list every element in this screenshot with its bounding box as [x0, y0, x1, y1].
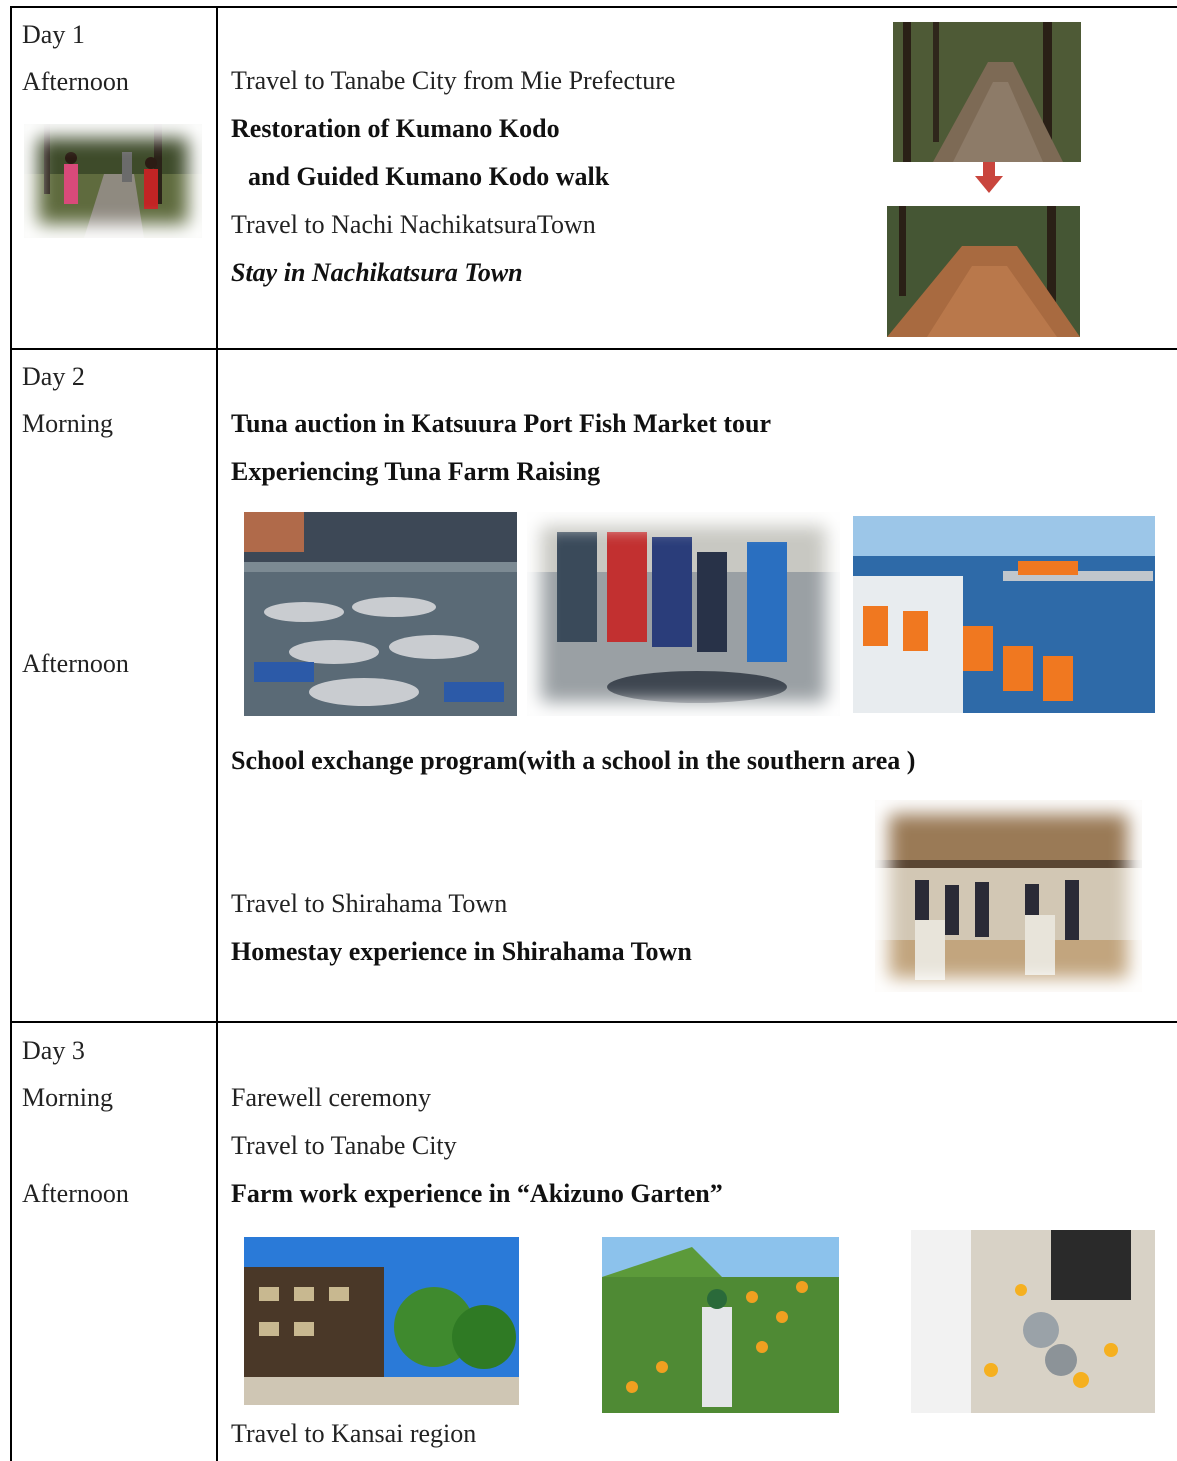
row-divider-1 [10, 348, 1177, 350]
akizuno-garten-building-photo [244, 1237, 519, 1405]
day-1-line-3: and Guided Kumano Kodo walk [248, 162, 610, 191]
day-1-line-5: Stay in Nachikatsura Town [231, 258, 523, 287]
orange-harvest-photo [602, 1237, 839, 1413]
school-exchange-photo [875, 800, 1142, 992]
table-border-top [10, 6, 1177, 8]
day-1-line-1: Travel to Tanabe City from Mie Prefecture [231, 66, 676, 95]
day-3-afternoon-label: Afternoon [22, 1179, 129, 1208]
day-1-line-4: Travel to Nachi NachikatsuraTown [231, 210, 596, 239]
day-3-line-2: Travel to Tanabe City [231, 1131, 457, 1160]
table-border-left [10, 6, 12, 1461]
tuna-inspection-photo [527, 512, 840, 716]
tuna-auction-photo [244, 512, 517, 716]
tuna-farm-boat-photo [853, 516, 1155, 713]
day-2-line-3: School exchange program(with a school in the southern area ) [231, 746, 916, 775]
day-3-line-3: Farm work experience in “Akizuno Garten” [231, 1179, 723, 1208]
day-2-afternoon-label: Afternoon [22, 649, 129, 678]
column-divider [216, 6, 218, 1461]
down-arrow-icon [974, 162, 1004, 194]
kumano-kodo-group-photo [24, 124, 202, 238]
day-2-line-5: Homestay experience in Shirahama Town [231, 937, 692, 966]
trail-before-photo [893, 22, 1081, 162]
day-3-line-1: Farewell ceremony [231, 1083, 431, 1112]
day-3-line-4: Travel to Kansai region [231, 1419, 477, 1448]
day-2-line-2: Experiencing Tuna Farm Raising [231, 457, 601, 486]
day-1-afternoon-label: Afternoon [22, 67, 129, 96]
day-2-morning-label: Morning [22, 409, 113, 438]
day-3-label: Day 3 [22, 1036, 85, 1065]
day-1-label: Day 1 [22, 20, 85, 49]
day-2-line-4: Travel to Shirahama Town [231, 889, 508, 918]
day-1-line-2: Restoration of Kumano Kodo [231, 114, 560, 143]
trail-after-photo [887, 206, 1080, 337]
day-3-morning-label: Morning [22, 1083, 113, 1112]
day-2-line-1: Tuna auction in Katsuura Port Fish Market tour [231, 409, 772, 438]
day-2-label: Day 2 [22, 362, 85, 391]
citrus-cooking-photo [911, 1230, 1155, 1413]
row-divider-2 [10, 1021, 1177, 1023]
